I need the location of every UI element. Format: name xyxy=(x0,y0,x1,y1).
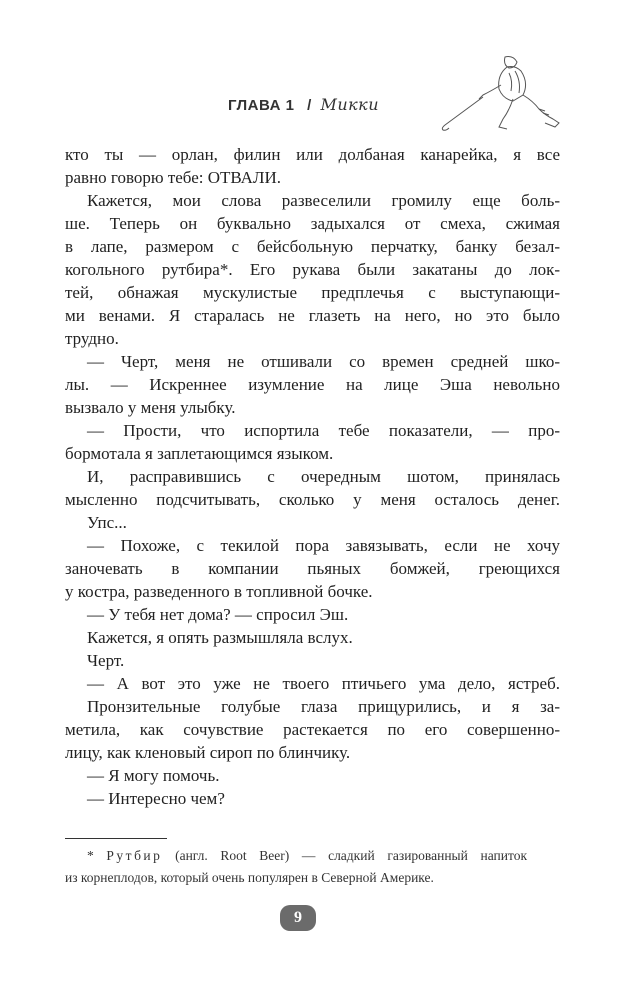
text-line: тей, обнажая мускулистые предплечья с выступающи- xyxy=(65,283,560,302)
text-line: заночевать в компании пьяных бомжей, греющихся xyxy=(65,559,560,578)
footnote xyxy=(65,845,527,889)
text-line: Пронзительные голубые глаза прищурились, и я за- xyxy=(87,697,560,716)
text-line: — Похоже, с текилой пора завязывать, если не хочу xyxy=(87,536,560,555)
text-line: лицу, как кленовый сироп по блинчику. xyxy=(65,743,351,762)
text-line: когольного рутбира*. Его рукава были закатаны до лок- xyxy=(65,260,560,279)
character-name: Микки xyxy=(320,95,380,114)
text-line: Кажется, я опять размышляла вслух. xyxy=(87,628,353,647)
page-number-badge: 9 xyxy=(280,905,316,931)
footnote-marker: * xyxy=(87,848,94,863)
footnote-line-2: из корнеплодов, который очень популярен в Северной Америке. xyxy=(65,870,434,885)
footnote-definition: (англ. Root Beer) — сладкий газированный напиток xyxy=(175,848,528,863)
text-line: — Прости, что испортила тебе показатели, — про- xyxy=(87,421,560,440)
text-line: равно говорю тебе: ОТВАЛИ. xyxy=(65,168,282,187)
running-header xyxy=(228,95,379,114)
text-line: кто ты — орлан, филин или долбаная канарейка, я все xyxy=(65,145,560,164)
text-line: — Черт, меня не отшивали со времен средней шко- xyxy=(87,352,560,371)
text-line: бормотала я заплетающимся языком. xyxy=(65,444,334,463)
text-line: Кажется, мои слова развеселили громилу еще боль- xyxy=(87,191,560,210)
text-line: И, расправившись с очередным шотом, принялась xyxy=(87,467,560,486)
text-line: лы. — Искреннее изумление на лице Эша невольно xyxy=(65,375,560,394)
text-line: трудно. xyxy=(65,329,119,348)
footnote-term: Рутбир xyxy=(106,848,163,863)
text-line: — Интересно чем? xyxy=(87,789,225,808)
hockey-player-illustration xyxy=(435,55,570,135)
text-line: — Я могу помочь. xyxy=(87,766,220,785)
text-line: у костра, разведенного в топливной бочке. xyxy=(65,582,373,601)
text-line: мысленно подсчитывать, сколько у меня осталось денег. xyxy=(65,490,560,509)
chapter-label: ГЛАВА 1 xyxy=(228,97,295,114)
text-line: — А вот это уже не твоего птичьего ума дело, ястреб. xyxy=(87,674,560,693)
footnote-rule xyxy=(65,838,167,839)
text-line: ше. Теперь он буквально задыхался от смеха, сжимая xyxy=(65,214,560,233)
text-line: вызвало у меня улыбку. xyxy=(65,398,236,417)
text-line: метила, как сочувствие растекается по его совершенно- xyxy=(65,720,560,739)
text-line: Упс... xyxy=(87,513,127,532)
footnote-line-1 xyxy=(65,845,527,867)
text-line: Черт. xyxy=(87,651,125,670)
text-line: ми венами. Я старалась не глазеть на него, но это было xyxy=(65,306,560,325)
body-text xyxy=(65,143,560,810)
text-line: — У тебя нет дома? — спросил Эш. xyxy=(87,605,349,624)
text-line: в лапе, размером с бейсбольную перчатку, банку безал- xyxy=(65,237,560,256)
header-separator: / xyxy=(307,97,312,114)
